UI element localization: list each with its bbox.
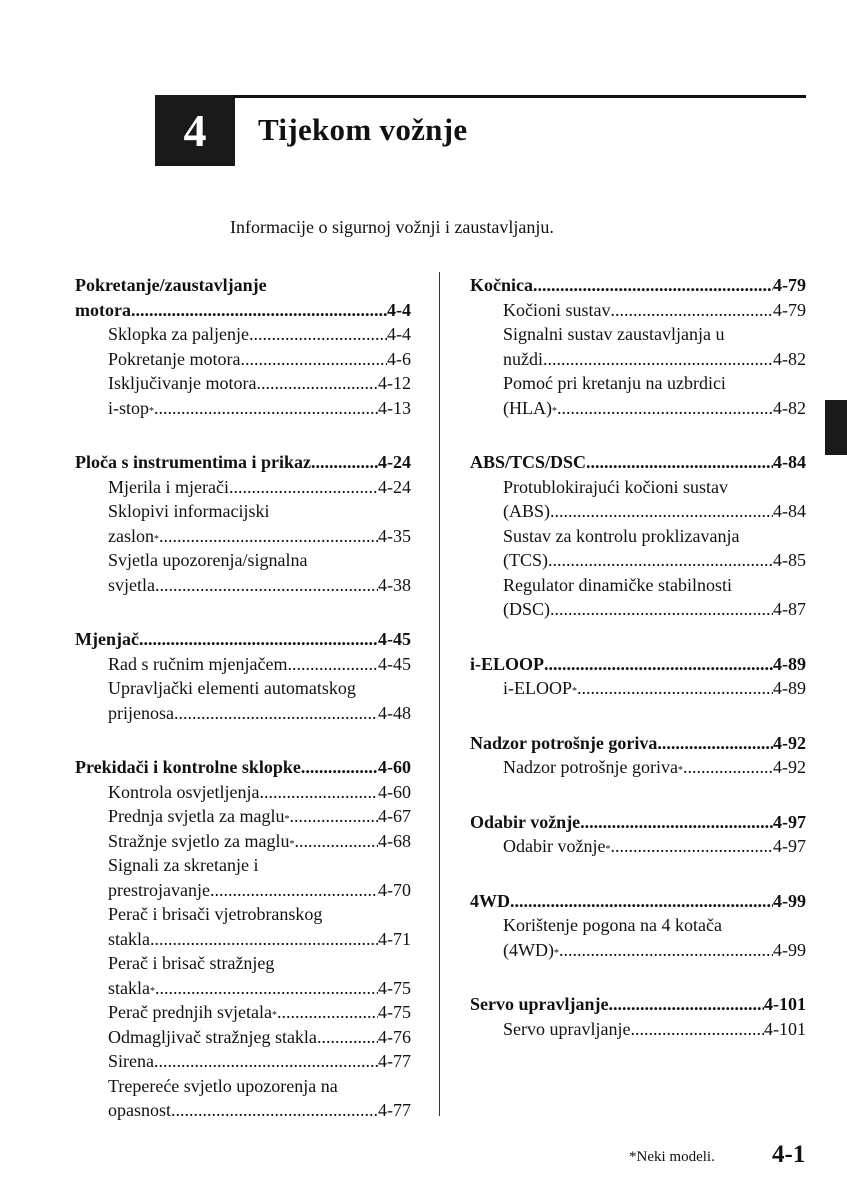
toc-entry-row — [75, 927, 411, 952]
chapter-top-rule — [155, 95, 806, 98]
toc-entry-row — [75, 322, 411, 347]
toc-leader-dots — [630, 1017, 764, 1042]
toc-page-number: 4-75 — [378, 1002, 411, 1022]
toc-page-number: 4-77 — [378, 1051, 411, 1071]
toc-page-number: 4-92 — [773, 757, 806, 777]
chapter-thumb-tab — [825, 400, 847, 455]
toc-entry-line: Protublokirajući kočioni sustav — [503, 476, 728, 497]
toc-entry[interactable] — [75, 829, 411, 854]
toc-leader-dots — [548, 548, 773, 573]
toc-entry-text: Rad s ručnim mjenjačem — [108, 653, 288, 674]
toc-leader-dots — [550, 597, 773, 622]
toc-entry-row — [470, 499, 806, 524]
toc-page-number: 4-89 — [773, 653, 806, 674]
toc-leader-dots — [577, 676, 773, 701]
toc-page-number: 4-24 — [378, 452, 411, 472]
chapter-title: Tijekom vožnje — [258, 112, 468, 147]
toc-leader-dots — [155, 976, 378, 1001]
toc-leader-dots — [210, 878, 378, 903]
toc-entry[interactable] — [75, 780, 411, 805]
toc-page-number: 4-45 — [378, 653, 411, 674]
toc-entry-text: Prednja svjetla za maglu — [108, 806, 285, 826]
toc-entry-line: Korištenje pogona na 4 kotača — [503, 915, 722, 935]
toc-entry[interactable] — [75, 652, 411, 677]
toc-entry-text: Nadzor potrošnje goriva — [503, 757, 678, 777]
toc-entry-line: Upravljački elementi automatskog — [108, 678, 356, 698]
toc-leader-dots — [155, 573, 378, 598]
toc-entry-row: (HLA) * ..... 4-82 — [470, 396, 806, 421]
toc-page-number: 4-68 — [378, 830, 411, 851]
toc-entry-text: prestrojavanje — [108, 879, 210, 900]
toc-heading-text: 4WD — [470, 890, 510, 911]
toc-leader-dots — [301, 755, 378, 780]
toc-page-number: 4-101 — [764, 994, 806, 1014]
toc-heading-text: i-ELOOP — [470, 653, 545, 674]
column-divider — [439, 272, 440, 1116]
toc-entry-text: Pokretanje motora — [108, 348, 241, 369]
toc-page-number: 4-4 — [387, 324, 411, 344]
toc-page-number: 4-82 — [773, 348, 806, 369]
toc-entry[interactable] — [75, 371, 411, 396]
toc-section-heading[interactable] — [470, 273, 806, 298]
toc-entry[interactable] — [75, 1000, 411, 1025]
toc-heading-entry — [470, 652, 806, 677]
chapter-number-box — [155, 95, 235, 166]
chapter-intro: Informacije o sigurnoj vožnji i zaustavljanju. — [230, 217, 554, 237]
toc-entry-text: (ABS) — [503, 501, 551, 521]
toc-section-heading[interactable] — [75, 627, 411, 652]
toc-section-heading[interactable] — [470, 992, 806, 1017]
toc-heading-entry — [470, 273, 806, 298]
toc-entry-row — [470, 298, 806, 323]
toc-entry-text: Servo upravljanje — [503, 1018, 631, 1039]
toc-leader-dots — [139, 627, 378, 652]
toc-entry[interactable] — [75, 396, 411, 421]
toc-entry-line: Signalni sustav zaustavljanja u — [503, 324, 725, 344]
toc-section — [75, 627, 411, 725]
toc-entry-text: prijenosa — [108, 702, 174, 723]
toc-section — [470, 450, 806, 622]
toc-section-heading[interactable] — [75, 273, 411, 322]
toc-leader-dots — [294, 829, 378, 854]
toc-page-number: 4-84 — [773, 452, 806, 472]
toc-section-heading[interactable] — [470, 450, 806, 475]
toc-entry-row — [75, 1098, 411, 1123]
toc-section-heading[interactable] — [75, 450, 411, 475]
toc-heading-text: Nadzor potrošnje goriva — [470, 732, 658, 753]
toc-entry[interactable] — [75, 322, 411, 347]
toc-entry-text: (DSC) — [503, 599, 551, 619]
toc-entry-text: Isključivanje motora — [108, 373, 257, 393]
toc-entry-line: Sustav za kontrolu proklizavanja — [503, 525, 740, 546]
toc-heading-text: Prekidači i kontrolne sklopke — [75, 757, 301, 777]
toc-entry-row: stakla * ..... 4-75 — [75, 976, 411, 1001]
toc-heading-text: Odabir vožnje — [470, 811, 581, 832]
toc-entry-row — [75, 1049, 411, 1074]
toc-entry-text: i-ELOOP — [503, 678, 572, 698]
toc-entry[interactable] — [470, 755, 806, 780]
toc-entry[interactable] — [470, 298, 806, 323]
toc-leader-dots — [256, 371, 378, 396]
toc-entry-text: svjetla — [108, 574, 155, 595]
toc-page-number: 4-70 — [378, 879, 411, 900]
toc-page-number: 4-97 — [773, 811, 806, 832]
toc-leader-dots — [240, 347, 387, 372]
toc-leader-dots — [557, 396, 773, 421]
toc-entry-line: Trepereće svjetlo upozorenja na — [108, 1075, 338, 1096]
toc-leader-dots — [544, 652, 773, 677]
toc-entry-row — [470, 548, 806, 573]
toc-page-number: 4-85 — [773, 550, 806, 570]
toc-entry[interactable] — [75, 1025, 411, 1050]
toc-entry[interactable] — [470, 371, 806, 420]
toc-page-number: 4-82 — [773, 397, 806, 418]
toc-entry-text: Sirena — [108, 1051, 154, 1071]
toc-entry[interactable] — [75, 853, 411, 902]
toc-page-number: 4-12 — [378, 373, 411, 393]
toc-section — [470, 731, 806, 780]
toc-leader-dots — [154, 1049, 378, 1074]
toc-page-number: 4-87 — [773, 599, 806, 619]
toc-entry[interactable] — [470, 573, 806, 622]
toc-leader-dots — [657, 731, 773, 756]
toc-entry-line: Svjetla upozorenja/signalna — [108, 550, 308, 570]
toc-entry[interactable] — [75, 676, 411, 725]
toc-entry-line: Regulator dinamičke stabilnosti — [503, 574, 732, 595]
page-number: 4-1 — [772, 1141, 806, 1168]
toc-page-number: 4-6 — [387, 348, 411, 369]
toc-leader-dots — [150, 927, 378, 952]
toc-right-column — [470, 273, 806, 1071]
toc-leader-dots — [249, 322, 387, 347]
toc-heading-line: Pokretanje/zaustavljanje — [75, 275, 267, 295]
toc-page-number: 4-77 — [378, 1100, 411, 1120]
toc-page-number: 4-67 — [378, 806, 411, 826]
toc-leader-dots — [543, 347, 773, 372]
toc-section-heading[interactable] — [470, 731, 806, 756]
toc-section-heading[interactable] — [470, 810, 806, 835]
toc-entry-row — [75, 1025, 411, 1050]
toc-leader-dots — [289, 804, 378, 829]
toc-page-number: 4-84 — [773, 501, 806, 521]
toc-entry-text: opasnost — [108, 1100, 171, 1120]
toc-entry[interactable] — [75, 951, 411, 1000]
toc-heading-text: Servo upravljanje — [470, 994, 609, 1014]
toc-entry-text: Odabir vožnje — [503, 836, 606, 856]
toc-entry[interactable] — [75, 804, 411, 829]
toc-entry[interactable] — [470, 913, 806, 962]
toc-leader-dots — [580, 810, 773, 835]
toc-section-heading[interactable] — [470, 889, 806, 914]
toc-page-number: 4-92 — [773, 732, 806, 753]
toc-page-number: 4-24 — [378, 476, 411, 497]
toc-entry[interactable] — [75, 902, 411, 951]
toc-left-column — [75, 273, 411, 1153]
toc-entry[interactable] — [75, 499, 411, 548]
toc-entry-row: Stražnje svjetlo za maglu * ..... 4-68 — [75, 829, 411, 854]
toc-entry[interactable] — [470, 322, 806, 371]
toc-entry[interactable] — [75, 1049, 411, 1074]
toc-leader-dots — [131, 298, 387, 323]
toc-leader-dots — [259, 780, 378, 805]
toc-section — [470, 810, 806, 859]
toc-leader-dots — [311, 450, 378, 475]
toc-page-number: 4-97 — [773, 836, 806, 856]
toc-entry[interactable] — [470, 524, 806, 573]
toc-leader-dots — [510, 889, 773, 914]
toc-entry-text: stakla — [108, 977, 150, 998]
chapter-number: 4 — [183, 105, 207, 156]
toc-entry-row: i-stop * ..... 4-13 — [75, 396, 411, 421]
toc-heading-entry — [470, 810, 806, 835]
toc-leader-dots — [154, 396, 378, 421]
toc-page-number: 4-79 — [773, 275, 806, 295]
footnote: *Neki modeli. — [629, 1149, 715, 1165]
toc-page-number: 4-4 — [387, 299, 411, 320]
toc-entry-line: Perač i brisači vjetrobranskog — [108, 904, 323, 924]
toc-entry-row — [470, 1017, 806, 1042]
toc-entry-row: zaslon * ..... 4-35 — [75, 524, 411, 549]
toc-entry-row — [75, 573, 411, 598]
toc-section — [470, 652, 806, 701]
toc-heading-entry — [470, 731, 806, 756]
toc-entry-line: Signali za skretanje i — [108, 855, 259, 875]
toc-entry[interactable] — [75, 548, 411, 597]
toc-entry[interactable] — [75, 475, 411, 500]
toc-entry[interactable] — [75, 347, 411, 372]
toc-entry-row — [470, 597, 806, 622]
toc-page-number: 4-60 — [378, 757, 411, 777]
toc-entry-text: Perač prednjih svjetala — [108, 1002, 272, 1022]
toc-page-number: 4-89 — [773, 678, 806, 698]
toc-heading-entry — [470, 450, 806, 475]
toc-entry[interactable] — [470, 475, 806, 524]
toc-entry-text: i-stop — [108, 397, 150, 418]
toc-entry-row: Nadzor potrošnje goriva * ..... 4-92 — [470, 755, 806, 780]
toc-entry-row — [75, 475, 411, 500]
toc-page-number: 4-75 — [378, 977, 411, 998]
toc-entry-text: Kočioni sustav — [503, 299, 611, 320]
toc-section — [75, 755, 411, 1123]
toc-leader-dots — [609, 992, 765, 1017]
toc-entry-line: Pomoć pri kretanju na uzbrdici — [503, 373, 726, 393]
toc-entry[interactable] — [470, 676, 806, 701]
toc-entry-text: zaslon — [108, 525, 154, 546]
toc-leader-dots — [550, 499, 773, 524]
toc-entry-text: (TCS) — [503, 550, 548, 570]
toc-entry-row: Perač prednjih svjetala * ..... 4-75 — [75, 1000, 411, 1025]
toc-entry-row: Odabir vožnje * ..... 4-97 — [470, 834, 806, 859]
toc-entry-row — [75, 780, 411, 805]
toc-heading-entry — [470, 889, 806, 914]
toc-page-number: 4-99 — [773, 890, 806, 911]
toc-heading-entry — [75, 627, 411, 652]
toc-leader-dots — [611, 298, 774, 323]
toc-entry[interactable] — [470, 1017, 806, 1042]
toc-heading-entry — [75, 298, 411, 323]
toc-entry-text: nuždi — [503, 348, 543, 369]
toc-leader-dots — [229, 475, 378, 500]
toc-page-number: 4-13 — [378, 397, 411, 418]
toc-heading-text: ABS/TCS/DSC — [470, 452, 587, 472]
toc-page-number: 4-79 — [773, 299, 806, 320]
toc-page-number: 4-71 — [378, 928, 411, 949]
toc-page-number: 4-48 — [378, 702, 411, 723]
toc-section — [75, 273, 411, 420]
toc-page-number: 4-101 — [764, 1018, 806, 1039]
toc-entry-row: Prednja svjetla za maglu * ..... 4-67 — [75, 804, 411, 829]
toc-entry-row — [75, 652, 411, 677]
toc-leader-dots — [683, 755, 773, 780]
toc-heading-entry — [75, 450, 411, 475]
toc-entry[interactable] — [470, 834, 806, 859]
toc-entry-text: Stražnje svjetlo za maglu — [108, 830, 290, 851]
toc-entry[interactable] — [75, 1074, 411, 1123]
toc-entry-text: Mjerila i mjerači — [108, 476, 229, 497]
toc-entry-text: Kontrola osvjetljenja — [108, 781, 260, 802]
toc-entry-row: (4WD) * ..... 4-99 — [470, 938, 806, 963]
toc-entry-row — [75, 347, 411, 372]
toc-leader-dots — [277, 1000, 378, 1025]
toc-entry-row: i-ELOOP * ..... 4-89 — [470, 676, 806, 701]
toc-leader-dots — [174, 701, 378, 726]
toc-section — [470, 889, 806, 963]
toc-entry-text: (4WD) — [503, 939, 554, 960]
toc-entry-text: (HLA) — [503, 397, 552, 418]
toc-entry-line: Sklopivi informacijski — [108, 501, 270, 521]
toc-page-number: 4-76 — [378, 1026, 411, 1047]
toc-leader-dots — [171, 1098, 378, 1123]
toc-section — [470, 273, 806, 420]
toc-leader-dots — [159, 524, 378, 549]
toc-leader-dots — [317, 1025, 378, 1050]
toc-entry-row — [75, 878, 411, 903]
toc-leader-dots — [559, 938, 773, 963]
toc-leader-dots — [610, 834, 773, 859]
toc-heading-text: Mjenjač — [75, 629, 139, 649]
toc-entry-row — [470, 347, 806, 372]
toc-heading-entry — [75, 755, 411, 780]
toc-section-heading[interactable] — [75, 755, 411, 780]
toc-section-heading[interactable] — [470, 652, 806, 677]
toc-heading-text: motora — [75, 299, 131, 320]
toc-heading-text: Kočnica — [470, 275, 533, 295]
toc-entry-text: Sklopka za paljenje — [108, 324, 249, 344]
toc-heading-entry — [470, 992, 806, 1017]
toc-leader-dots — [287, 652, 378, 677]
toc-section — [75, 450, 411, 597]
toc-page-number: 4-99 — [773, 939, 806, 960]
toc-entry-line: Perač i brisač stražnjeg — [108, 953, 275, 973]
toc-leader-dots — [586, 450, 773, 475]
toc-page-number: 4-38 — [378, 574, 411, 595]
toc-leader-dots — [533, 273, 773, 298]
toc-page-number: 4-35 — [378, 525, 411, 546]
toc-entry-row — [75, 701, 411, 726]
toc-entry-text: Odmagljivač stražnjeg stakla — [108, 1026, 317, 1047]
toc-page-number: 4-45 — [378, 629, 411, 649]
toc-section — [470, 992, 806, 1041]
toc-entry-row — [75, 371, 411, 396]
toc-heading-text: Ploča s instrumentima i prikaz — [75, 452, 311, 472]
toc-page-number: 4-60 — [378, 781, 411, 802]
toc-entry-text: stakla — [108, 928, 150, 949]
